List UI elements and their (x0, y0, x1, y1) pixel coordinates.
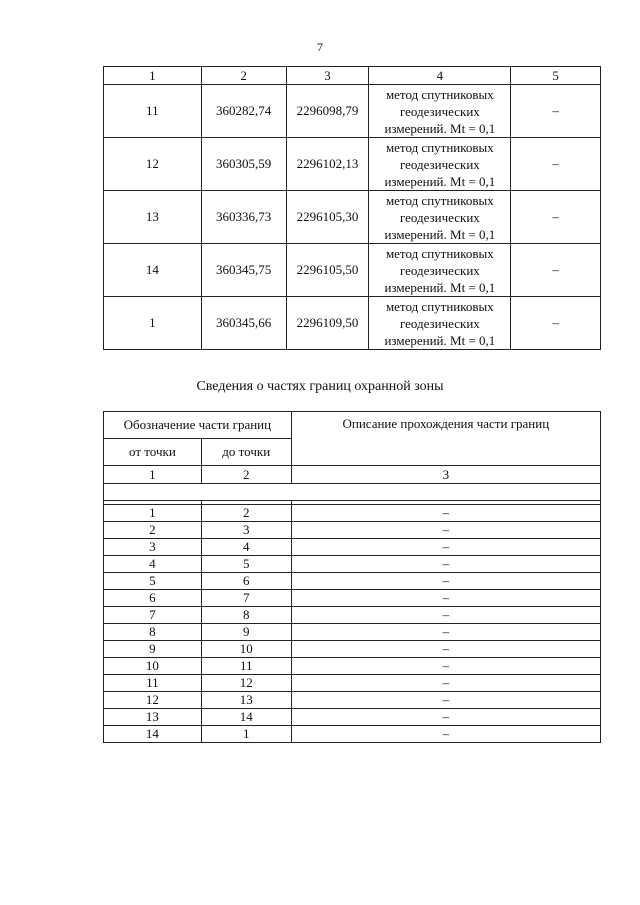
to-cell: 5 (201, 556, 291, 573)
point-cell: 14 (104, 244, 202, 297)
parts-row (104, 658, 601, 675)
coords-header-cell: 1 (104, 67, 202, 85)
y-cell: 2296105,50 (286, 244, 369, 297)
parts-row (104, 539, 601, 556)
method-line: измерений. Mt = 0,1 (384, 332, 496, 348)
from-cell: 14 (104, 726, 202, 743)
to-cell: 13 (201, 692, 291, 709)
parts-row (104, 692, 601, 709)
method-line: измерений. Mt = 0,1 (384, 173, 496, 189)
from-cell: 3 (104, 539, 202, 556)
from-cell: 1 (104, 505, 202, 522)
method-cell (369, 244, 511, 297)
from-header-cell: от точки (104, 439, 202, 466)
coords-row (104, 244, 601, 297)
to-cell: 14 (201, 709, 291, 726)
point-cell: 12 (104, 138, 202, 191)
parts-row (104, 522, 601, 539)
parts-row (104, 726, 601, 743)
from-cell: 11 (104, 675, 202, 692)
coords-header-cell: 2 (201, 67, 286, 85)
colnum-cell: 2 (201, 466, 291, 484)
coords-row (104, 191, 601, 244)
point-cell: 1 (104, 297, 202, 350)
x-cell: 360336,73 (201, 191, 286, 244)
to-header-cell: до точки (201, 439, 291, 466)
parts-row (104, 590, 601, 607)
desc-cell: – (291, 505, 600, 522)
boundary-parts-table (103, 411, 601, 743)
desc-cell: – (291, 522, 600, 539)
method-line: геодезических (399, 315, 480, 331)
extra-cell: – (511, 191, 601, 244)
desc-cell: – (291, 658, 600, 675)
coords-header-cell: 4 (369, 67, 511, 85)
desc-cell: – (291, 607, 600, 624)
coords-row (104, 85, 601, 138)
point-cell: 13 (104, 191, 202, 244)
point-cell: 11 (104, 85, 202, 138)
colnum-cell: 3 (291, 466, 600, 484)
x-cell: 360282,74 (201, 85, 286, 138)
y-cell: 2296109,50 (286, 297, 369, 350)
colnum-cell: 1 (104, 466, 202, 484)
extra-cell: – (511, 244, 601, 297)
to-cell: 11 (201, 658, 291, 675)
method-line: метод спутниковых (385, 139, 494, 155)
method-line: измерений. Mt = 0,1 (384, 226, 496, 242)
desc-header-cell: Описание прохождения части границ (291, 412, 600, 466)
desc-cell: – (291, 624, 600, 641)
extra-cell: – (511, 85, 601, 138)
parts-empty-row (104, 484, 601, 501)
desc-cell: – (291, 590, 600, 607)
method-line: метод спутниковых (385, 86, 494, 102)
extra-cell: – (511, 297, 601, 350)
parts-row (104, 556, 601, 573)
desc-cell: – (291, 556, 600, 573)
parts-row (104, 607, 601, 624)
method-line: геодезических (399, 103, 480, 119)
desc-cell: – (291, 692, 600, 709)
to-cell: 1 (201, 726, 291, 743)
to-cell: 7 (201, 590, 291, 607)
coords-header-cell: 3 (286, 67, 369, 85)
method-cell (369, 138, 511, 191)
method-cell (369, 297, 511, 350)
x-cell: 360345,75 (201, 244, 286, 297)
to-cell: 6 (201, 573, 291, 590)
y-cell: 2296105,30 (286, 191, 369, 244)
parts-row (104, 505, 601, 522)
from-cell: 4 (104, 556, 202, 573)
from-cell: 5 (104, 573, 202, 590)
x-cell: 360345,66 (201, 297, 286, 350)
section-title: Сведения о частях границ охранной зоны (196, 379, 444, 394)
parts-header-row (104, 412, 601, 439)
method-line: метод спутниковых (385, 245, 494, 261)
coords-row (104, 138, 601, 191)
from-cell: 2 (104, 522, 202, 539)
page-number: 7 (317, 40, 323, 54)
coords-row (104, 297, 601, 350)
to-cell: 4 (201, 539, 291, 556)
desc-cell: – (291, 539, 600, 556)
method-cell (369, 191, 511, 244)
parts-colnum-row (104, 466, 601, 484)
desc-cell: – (291, 675, 600, 692)
to-cell: 2 (201, 505, 291, 522)
method-line: геодезических (399, 156, 480, 172)
method-line: измерений. Mt = 0,1 (384, 120, 496, 136)
parts-row (104, 624, 601, 641)
to-cell: 9 (201, 624, 291, 641)
to-cell: 10 (201, 641, 291, 658)
method-line: метод спутниковых (385, 298, 494, 314)
coordinates-table (103, 66, 601, 350)
y-cell: 2296098,79 (286, 85, 369, 138)
empty-cell (104, 484, 601, 501)
from-cell: 9 (104, 641, 202, 658)
desc-cell: – (291, 726, 600, 743)
x-cell: 360305,59 (201, 138, 286, 191)
from-cell: 10 (104, 658, 202, 675)
coords-header-row (104, 67, 601, 85)
from-cell: 13 (104, 709, 202, 726)
method-cell (369, 85, 511, 138)
extra-cell: – (511, 138, 601, 191)
desc-cell: – (291, 641, 600, 658)
to-cell: 8 (201, 607, 291, 624)
from-cell: 6 (104, 590, 202, 607)
from-cell: 7 (104, 607, 202, 624)
parts-row (104, 675, 601, 692)
from-cell: 12 (104, 692, 202, 709)
to-cell: 3 (201, 522, 291, 539)
from-cell: 8 (104, 624, 202, 641)
y-cell: 2296102,13 (286, 138, 369, 191)
group-header-cell: Обозначение части границ (104, 412, 292, 439)
parts-row (104, 709, 601, 726)
method-line: геодезических (399, 262, 480, 278)
method-line: измерений. Mt = 0,1 (384, 279, 496, 295)
desc-cell: – (291, 709, 600, 726)
parts-row (104, 641, 601, 658)
desc-cell: – (291, 573, 600, 590)
parts-row (104, 573, 601, 590)
coords-header-cell: 5 (511, 67, 601, 85)
method-line: метод спутниковых (385, 192, 494, 208)
to-cell: 12 (201, 675, 291, 692)
method-line: геодезических (399, 209, 480, 225)
